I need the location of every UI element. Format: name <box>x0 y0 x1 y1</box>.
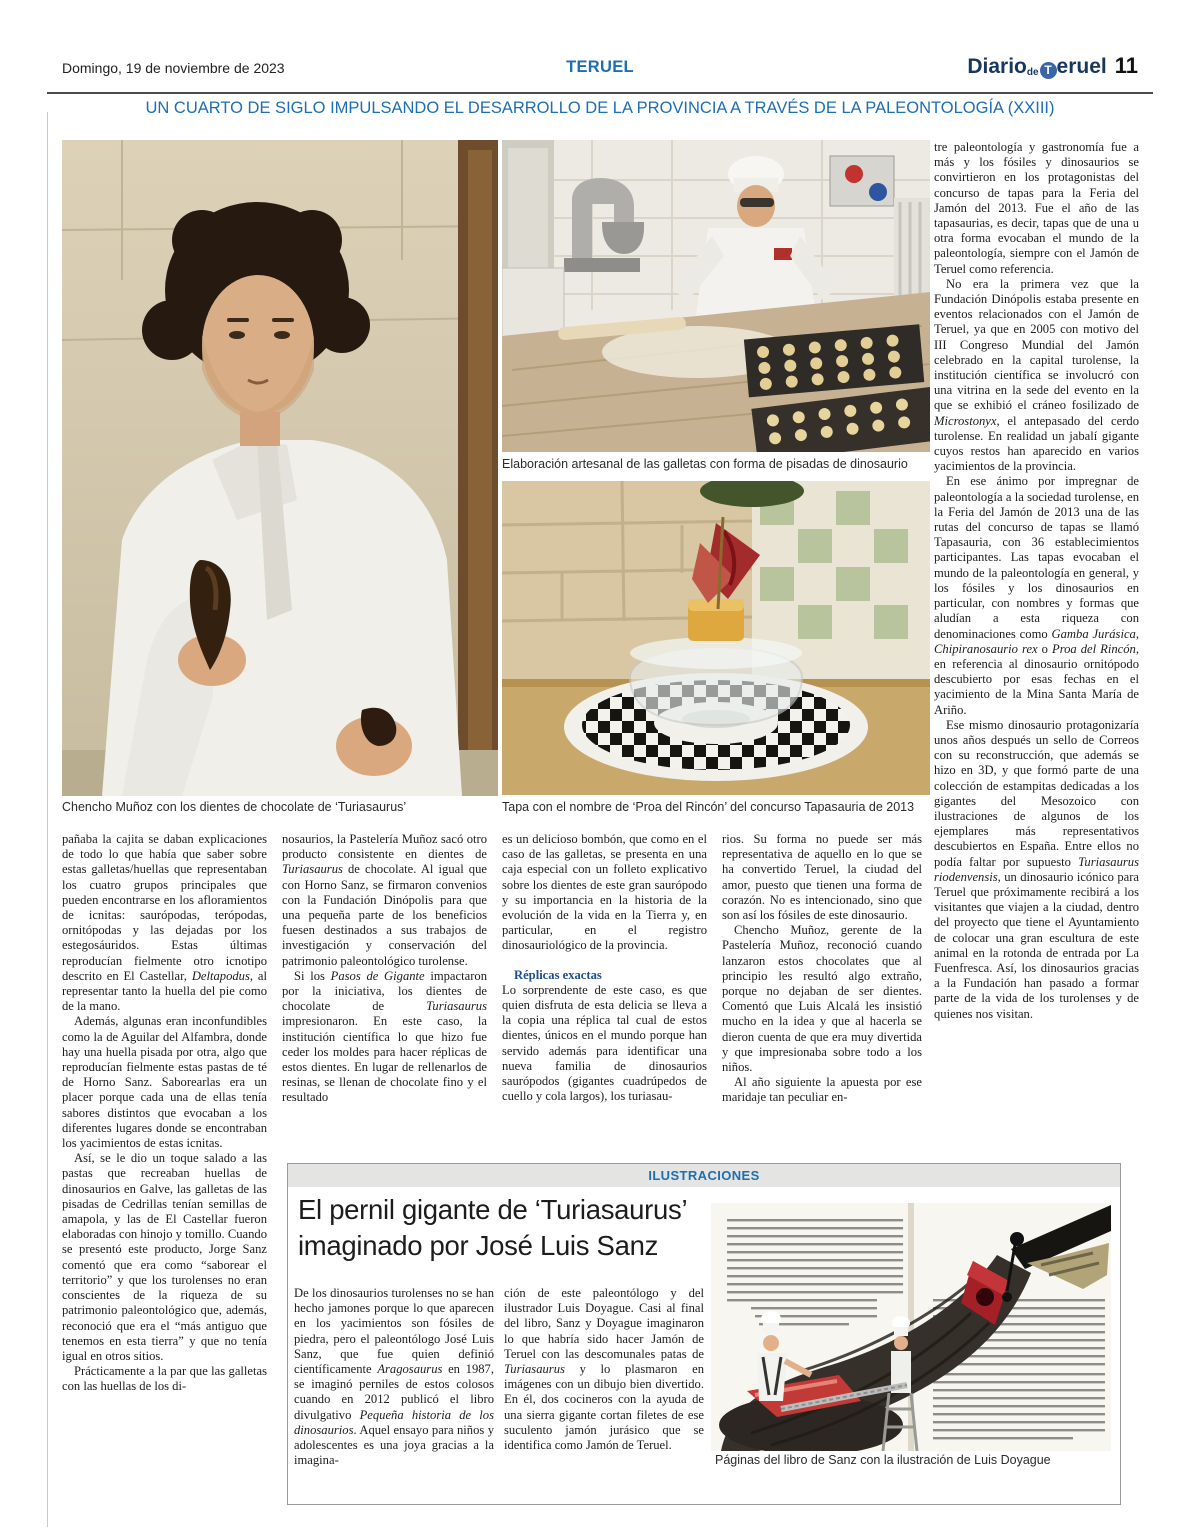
bakery-photo-caption: Elaboración artesanal de las galletas con forma de pisadas de dinosaurio <box>502 457 908 471</box>
book-illustration-drawing <box>711 1203 1111 1451</box>
article-paragraph: Al año siguiente la apuesta por ese maridaje tan peculiar en- <box>722 1075 922 1105</box>
article-paragraph: Prácticamente a la par que las galletas con las huellas de los di- <box>62 1364 267 1394</box>
tapa-photo <box>502 481 930 795</box>
article-paragraph: En ese ánimo por impregnar de paleontología a la sociedad turolense, en la Feria del Jamón de 2013 una de las rutas del concurso de tapas se llamó Tapasauria, con 36 establecimientos participantes. Las tapas evocaban el mundo de la paleontología en general, y los fósiles y los dinosaurios en particular, con nombres y formas que aludían a esta riqueza con denominaciones como Gamba Jurásica, Chipiranosaurio rex o Proa del Rincón, en referencia al dinosaurio ornitópodo descubierto por esas fechas en el yacimiento de la Mina Santa María de Ariño. <box>934 474 1139 717</box>
left-margin-rule <box>47 112 48 1527</box>
masthead-diario: Diario <box>967 55 1027 78</box>
section-title: TERUEL <box>566 58 634 76</box>
box-column-2 <box>504 1286 704 1478</box>
article-column-1 <box>62 832 267 1475</box>
article-paragraph: pañaba la cajita se daban explicaciones de todo lo que había que saber sobre estas galletas/huellas que representaban los cuatro grupos principales que pueden encontrarse en los afloramientos de icnitas: saurópodas, terópodas, ornitópodas y las dejadas por los estegosáuridos. Estas últimas reproducían fielmente otro icnotipo descrito en El Castellar, Deltapodus, al representar tanto la huella del pie como de la mano. <box>62 832 267 1014</box>
article-paragraph: Lo sorprendente de este caso, es que quien disfruta de esta delicia se lleva a la copia una réplica tal cual de estos dientes, únicos en el mundo porque han servido además para identificar una nueva familia de dinosaurios saurópodos (gigantes cuadrúpedos de cuello y cola largos), los turiasau- <box>502 982 707 1104</box>
page-number: 11 <box>1114 53 1138 78</box>
article-column-2 <box>282 832 487 1154</box>
illustrations-box-label: ILUSTRACIONES <box>288 1164 1120 1187</box>
tapa-illustration <box>502 481 930 795</box>
article-column-3 <box>502 832 707 1154</box>
box-paragraph: De los dinosaurios turolenses no se han hecho jamones porque lo que aparecen en los yacimientos son fósiles de piedra, pero el paleontólogo José Luis Sanz, que fue quien definió científicamente Aragosaurus en 1987, se imaginó perniles de estos colosos cuando en 2012 publicó el libro divulgativo Pequeña historia de los dinosaurios. Aquel ensayo para niños y adolescentes es una joya gracias a la imagina- <box>294 1286 494 1468</box>
article-column-5 <box>934 140 1139 1162</box>
article-column-4 <box>722 832 922 1154</box>
header-rule <box>47 92 1153 94</box>
illustrations-box <box>287 1163 1121 1505</box>
teruel-t-icon: T <box>1040 62 1057 79</box>
chef-portrait-photo <box>62 140 498 796</box>
article-paragraph: No era la primera vez que la Fundación Dinópolis estaba presente en eventos relacionados con el Jamón de Teruel, ya que en 2005 con motivo del III Congreso Mundial del Jamón celebrado en la capital turolense, la institución científica se involucró con una vitrina en la sede del evento en la que se exhibió el cráneo fosilizado de Microstonyx, el antepasado del cerdo turolense. En realidad un jabalí gigante cuyos restos han aparecido en varios yacimientos de la provincia. <box>934 276 1139 474</box>
article-paragraph: Ese mismo dinosaurio protagonizaría unos años después un sello de Correos con su reconstrucción, que además se hizo en 3D, y que formó parte de una colección de estampitas dedicadas a los gigantes del Mesozoico con ilustraciones de algunos de los ejemplares más representativos descubiertos en España. Entre ellos no podía faltar por supuesto Turiasaurus riodenvensis, un dinosaurio icónico para Teruel que próximamente recibirá a los visitantes que viajen a la ciudad, dentro del proyecto que tiene el Ayuntamiento de colocar una gran escultura de este animal en la rotonda de entrada por La Fuenfresca. Así, los dinosaurios gracias a la Fundación han pasado a formar parte de la vida de los turolenses y de quienes nos visitan. <box>934 717 1139 1021</box>
series-kicker: UN CUARTO DE SIGLO IMPULSANDO EL DESARROLLO DE LA PROVINCIA A TRAVÉS DE LA PALEONTOLOGÍA (XXIII) <box>145 99 1055 117</box>
bakery-photo <box>502 140 930 452</box>
masthead-de: de <box>1026 67 1039 78</box>
article-paragraph: Además, algunas eran inconfundibles como la de Aguilar del Alfambra, donde hay una huella pisada por otra, algo que reproducían fielmente estas pastas de té de Horno Sanz. Saborearlas era un placer porque cada una de ellas tenía sabores distintos que evocaban a los diferentes lugares donde se encontraban los yacimientos de estas icnitas. <box>62 1014 267 1151</box>
box-headline: El pernil gigante de ‘Turiasaurus’ imaginado por José Luis Sanz <box>298 1194 687 1261</box>
masthead-logo <box>967 53 1138 79</box>
box-column-1 <box>294 1286 494 1478</box>
article-paragraph: Chencho Muñoz, gerente de la Pastelería Muñoz, reconoció cuando lanzaron estos chocolates que al principio les resultó algo extraño, porque no dejaban de ser dientes. Comentó que Luis Alcalá les insistió mucho en la idea y que al hacerla se dieron cuenta de que era muy divertida y que impresionaba sobre todo a los niños. <box>722 923 922 1075</box>
tapa-photo-caption: Tapa con el nombre de ‘Proa del Rincón’ del concurso Tapasauria de 2013 <box>502 800 915 814</box>
article-paragraph: es un delicioso bombón, que como en el caso de las galletas, se presenta en una caja especial con un folleto explicativo sobre los dientes de este gran saurópodo y su importancia en la historia de la evolución de la vida en la Tierra y, en particular, en el registro dinosauriológico de la provincia. <box>502 832 707 953</box>
article-paragraph: tre paleontología y gastronomía fue a más y los fósiles y dinosaurios se convirtieron en los protagonistas del concurso de tapas para la Feria del Jamón del 2013. Fue el año de las tapasaurias, es decir, tapas que de una u otra forma evocaban el mundo de la paleontología, siempre con el Jamón de Teruel como referencia. <box>934 140 1139 276</box>
book-photo-caption: Páginas del libro de Sanz con la ilustración de Luis Doyague <box>715 1453 1051 1467</box>
article-paragraph: nosaurios, la Pastelería Muñoz sacó otro producto consistente en dientes de Turiasaurus de chocolate. Al igual que con Horno Sanz, se firmaron convenios con la Fundación Dinópolis para que una pequeña parte de los beneficios fuesen destinados a sus trabajos de investigación y conservación del patrimonio paleontológico turolense. <box>282 832 487 968</box>
book-pages-illustration <box>711 1203 1111 1451</box>
article-paragraph: rios. Su forma no puede ser más representativa de aquello en lo que se ha convertido Teruel, la ciudad del amor, puesto que tienen una forma de corazón. No es intencionado, sino que son así los fósiles de este dinosaurio. <box>722 832 922 923</box>
article-paragraph: Si los Pasos de Gigante impactaron por la iniciativa, los dientes de chocolate de Turiasaurus impresionaron. En este caso, la institución científica lo que hizo fue ceder los moldes para hacer réplicas de estos dientes. En lugar de rellenarlos de resinas, se llenan de chocolate fino y el resultado <box>282 968 487 1105</box>
bakery-illustration <box>502 140 930 452</box>
article-paragraph: Así, se le dio un toque salado a las pastas que recreaban huellas de dinosaurios en Galve, las galletas de las pisadas de Cedrillas tenían semillas de amapola, y las de El Castellar fueron elaboradas con hinojo y tomillo. Cuando se presentó este producto, Jorge Sanz comentó que era como “saborear el territorio” y que los turolenses no eran conscientes de la riqueza de su patrimonio paleontológico que, además, reconoció que era el “más antiguo que tenemos en esta tierra” y que no tenía igual en otros sitios. <box>62 1151 267 1363</box>
edition-date: Domingo, 19 de noviembre de 2023 <box>62 60 285 76</box>
chef-portrait-illustration <box>62 140 498 796</box>
chef-photo-caption: Chencho Muñoz con los dientes de chocolate de ‘Turiasaurus’ <box>62 800 407 814</box>
masthead-eruel: eruel <box>1056 55 1107 78</box>
box-paragraph: ción de este paleontólogo y del ilustrador Luis Doyague. Casi al final del libro, Sanz y Doyague imaginaron lo que habría sido hacer Jamón de Teruel con las descomunales patas de Turiasaurus y lo plasmaron en imágenes con un dibujo bien divertido. En él, dos cocineros con la ayuda de una sierra gigante cortan filetes de ese suculento jamón jurásico que se identifica como Jamón de Teruel. <box>504 1286 704 1453</box>
section-subhead: Réplicas exactas <box>514 967 602 982</box>
